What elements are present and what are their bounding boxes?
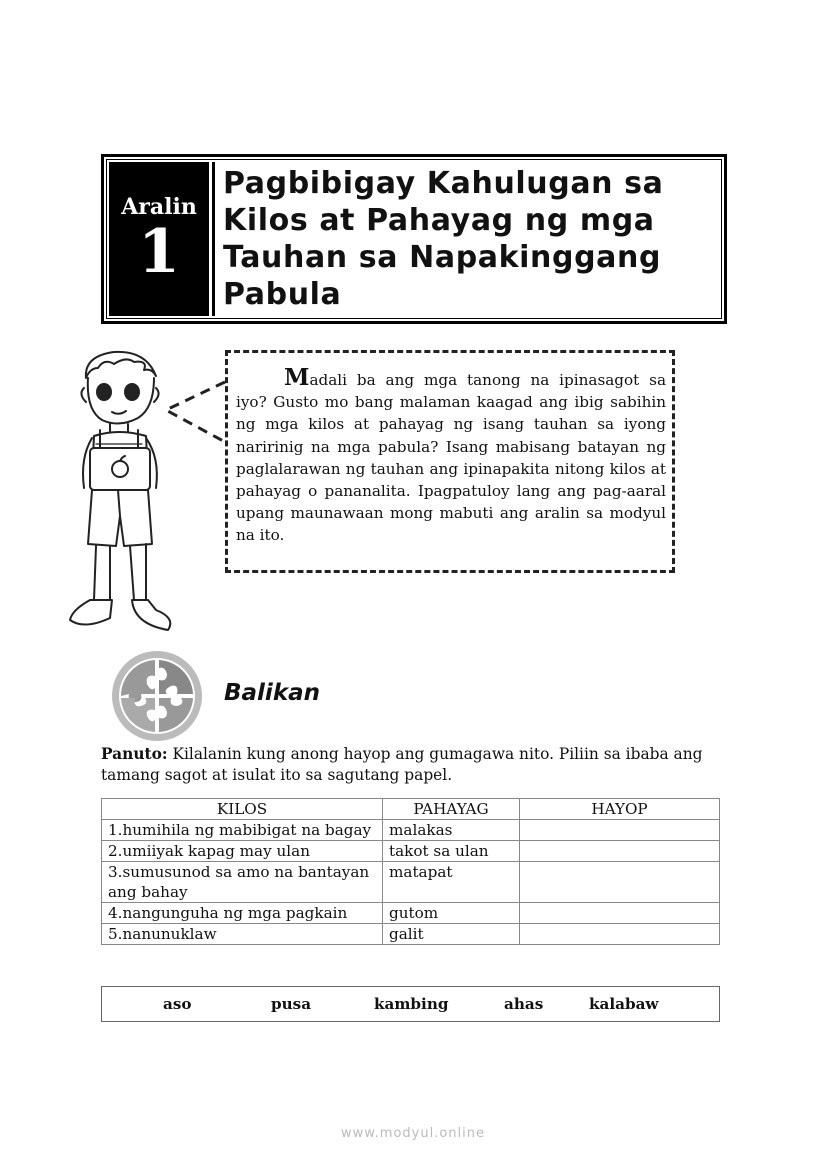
lesson-title-line: Pabula	[223, 277, 342, 312]
hayop-cell	[520, 841, 720, 862]
section-title: Balikan	[224, 680, 321, 706]
pahayag-cell: malakas	[383, 820, 520, 841]
kilos-cell: 3.sumusunod sa amo na bantayan ang bahay	[102, 862, 383, 903]
lesson-title	[215, 157, 724, 321]
lesson-header	[101, 154, 727, 324]
lesson-label: Aralin	[121, 194, 197, 220]
lesson-title-line: Pagbibigay Kahulugan sa	[223, 166, 664, 201]
instructions-text: Kilalanin kung anong hayop ang gumagawa nito. Piliin sa ibaba ang tamang sagot at isulat ito sa sagutang papel.	[101, 745, 703, 784]
table-row	[102, 903, 720, 924]
kilos-cell: 1.humihila ng mabibigat na bagay	[102, 820, 383, 841]
answer-choices-box	[101, 986, 720, 1022]
choice-kalabaw: kalabaw	[589, 995, 659, 1013]
choice-ahas: ahas	[504, 995, 544, 1013]
kilos-cell: 4.nangunguha ng mga pagkain	[102, 903, 383, 924]
hayop-cell	[520, 903, 720, 924]
lesson-title-line: Tauhan sa Napakinggang	[223, 240, 662, 275]
table-header-row	[102, 799, 720, 820]
bubble-tail	[162, 378, 232, 448]
intro-paragraph	[236, 364, 666, 547]
table-row	[102, 924, 720, 945]
watermark: www.modyul.online	[340, 1126, 486, 1141]
lesson-title-line: Kilos at Pahayag ng mga	[223, 203, 655, 238]
puzzle-icon	[111, 650, 203, 742]
choice-aso: aso	[163, 995, 192, 1013]
pahayag-cell: takot sa ulan	[383, 841, 520, 862]
kilos-table	[101, 798, 720, 945]
lesson-number: 1	[138, 217, 180, 287]
table-row	[102, 841, 720, 862]
kilos-cell: 2.umiiyak kapag may ulan	[102, 841, 383, 862]
hayop-cell	[520, 820, 720, 841]
hayop-cell	[520, 924, 720, 945]
pahayag-cell: gutom	[383, 903, 520, 924]
lesson-badge	[109, 162, 209, 316]
pahayag-cell: galit	[383, 924, 520, 945]
hayop-cell	[520, 862, 720, 903]
choice-pusa: pusa	[271, 995, 312, 1013]
intro-text: adali ba ang mga tanong na ipinasagot sa iyo? Gusto mo bang malaman kaagad ang ibig sabihin ng mga kilos at pahayag ng isang tauhan sa iyong naririnig na mga pabula? Isang mabisang batayan ng paglalarawan ng tauhan ang ipinapakita nitong kilos at pahayag o pananalita. Ipagpatuloy lang ang pag-aaral upang maunawaan mong mabuti ang aralin sa modyul na ito.	[236, 371, 666, 545]
choice-kambing: kambing	[374, 995, 449, 1013]
column-header: PAHAYAG	[383, 799, 520, 820]
drop-cap: M	[284, 364, 310, 391]
instructions	[101, 744, 733, 786]
column-header: KILOS	[102, 799, 383, 820]
kilos-cell: 5.nanunuklaw	[102, 924, 383, 945]
pahayag-cell: matapat	[383, 862, 520, 903]
instructions-label: Panuto:	[101, 745, 168, 763]
table-row	[102, 820, 720, 841]
column-header: HAYOP	[520, 799, 720, 820]
table-row	[102, 862, 720, 903]
